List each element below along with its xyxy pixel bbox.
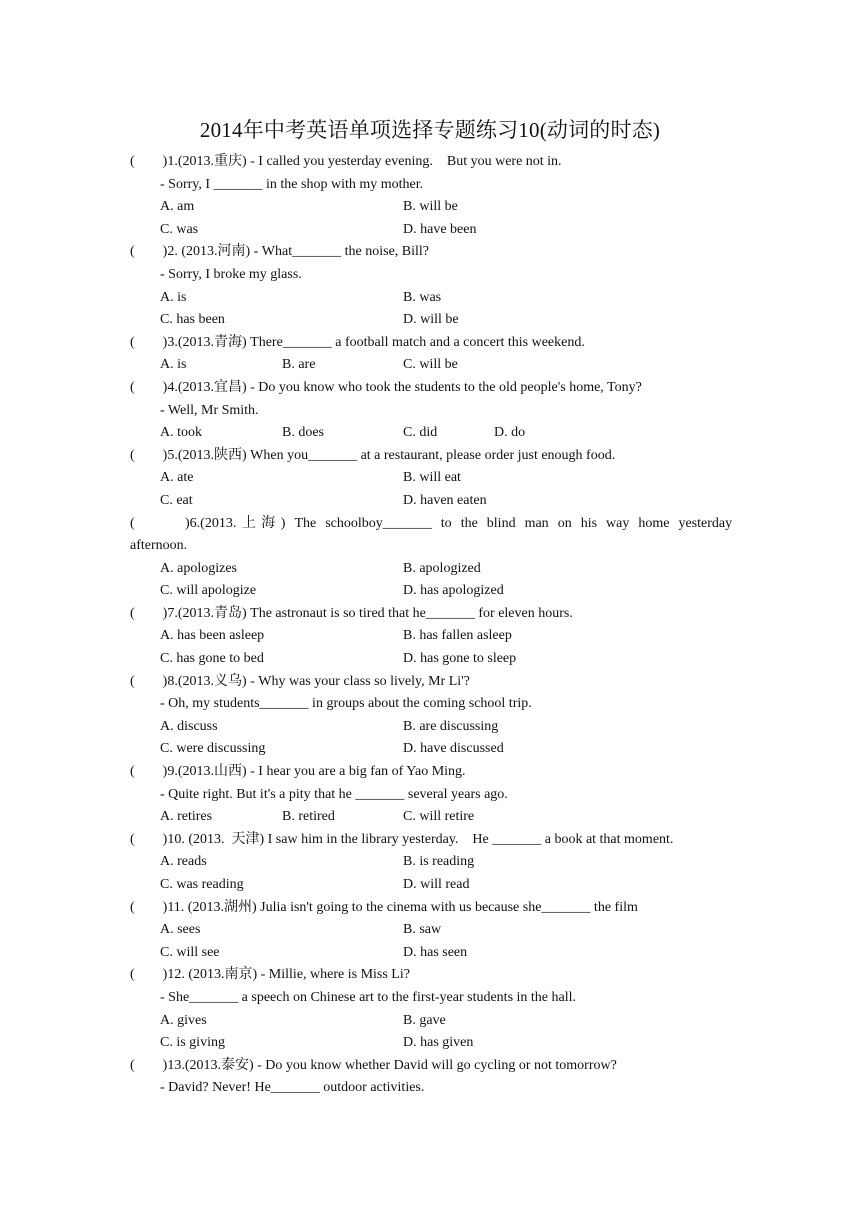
question-item (130, 671, 732, 761)
answer-option[interactable]: C. will see (160, 944, 220, 960)
stem-word: )6.(2013.上海) (185, 515, 286, 531)
stem-word: way (606, 515, 630, 531)
answer-option[interactable]: D. has given (403, 1035, 474, 1051)
options-row (130, 1032, 732, 1055)
stem-word: ( (130, 515, 135, 531)
page-title: 2014年中考英语单项选择专题练习10(动词的时态) (199, 118, 661, 142)
options-row (130, 287, 732, 310)
answer-option[interactable]: D. have been (403, 221, 477, 237)
stem-word: schoolboy_______ (325, 515, 432, 531)
dialogue-line: - Oh, my students_______ in groups about the coming school trip. (160, 696, 532, 712)
stem-word: The (294, 515, 317, 531)
question-stem: ( )7.(2013.青岛) The astronaut is so tired that he_______ for eleven hours. (130, 605, 573, 621)
options-row (130, 309, 732, 332)
answer-option[interactable]: A. reads (160, 854, 207, 870)
answer-option[interactable]: B. will eat (403, 470, 461, 486)
answer-option[interactable]: B. gave (403, 1012, 446, 1028)
answer-option[interactable]: D. has seen (403, 944, 468, 960)
answer-option[interactable]: A. discuss (160, 718, 218, 734)
answer-option[interactable]: B. will be (403, 199, 458, 215)
question-list (130, 151, 732, 1100)
question-stem: ( )5.(2013.陕西) When you_______ at a restaurant, please order just enough food. (130, 447, 616, 463)
options-row (130, 851, 732, 874)
answer-option[interactable]: B. retired (282, 809, 335, 825)
question-stem: ( )10. (2013. 天津) I saw him in the library yesterday. He _______ a book at that moment. (130, 831, 674, 847)
question-stem: ( )13.(2013.泰安) - Do you know whether David will go cycling or not tomorrow? (130, 1057, 617, 1073)
options-row (130, 1010, 732, 1033)
answer-option[interactable]: C. is giving (160, 1035, 225, 1051)
options-row (130, 806, 732, 829)
options-row (130, 580, 732, 603)
answer-option[interactable]: D. do (494, 425, 526, 441)
answer-option[interactable]: D. has apologized (403, 583, 504, 599)
answer-option[interactable]: B. apologized (403, 560, 481, 576)
question-stem: ( )2. (2013.河南) - What_______ the noise, Bill? (130, 244, 430, 260)
dialogue-line: - Sorry, I broke my glass. (160, 266, 302, 282)
answer-option[interactable]: A. took (160, 425, 202, 441)
options-row (130, 354, 732, 377)
question-item (130, 241, 732, 331)
question-stem: ( )11. (2013.湖州) Julia isn't going to the cinema with us because she_______ the film (130, 899, 638, 915)
answer-option[interactable]: B. was (403, 289, 442, 305)
options-row (130, 625, 732, 648)
answer-option[interactable]: B. saw (403, 922, 442, 938)
answer-option[interactable]: A. is (160, 357, 187, 373)
stem-word: yesterday (678, 515, 733, 531)
stem-word: his (580, 515, 598, 531)
answer-option[interactable]: B. is reading (403, 854, 475, 870)
answer-option[interactable]: B. are discussing (403, 718, 499, 734)
options-row (130, 196, 732, 219)
answer-option[interactable]: D. have discussed (403, 741, 504, 757)
answer-option[interactable]: C. was reading (160, 877, 244, 892)
answer-option[interactable]: B. has fallen asleep (403, 628, 512, 644)
options-row (130, 942, 732, 965)
answer-option[interactable]: A. am (160, 199, 195, 215)
stem-word: on (557, 515, 572, 531)
answer-option[interactable]: C. eat (160, 492, 193, 508)
stem-word: home (638, 515, 670, 531)
question-item (130, 964, 732, 1054)
question-item (130, 377, 732, 445)
question-item (130, 151, 732, 241)
options-row (130, 919, 732, 942)
answer-option[interactable]: A. is (160, 289, 187, 305)
answer-option[interactable]: C. will retire (403, 809, 475, 825)
answer-option[interactable]: C. has been (160, 312, 225, 328)
question-item (130, 603, 732, 671)
stem-word: to (440, 515, 452, 531)
question-stem: ( )3.(2013.青海) There_______ a football match and a concert this weekend. (130, 334, 585, 350)
dialogue-line: - Quite right. But it's a pity that he _______ several years ago. (160, 786, 508, 802)
answer-option[interactable]: A. sees (160, 922, 201, 938)
options-row (130, 648, 732, 671)
answer-option[interactable]: B. are (282, 357, 316, 373)
options-row (130, 874, 732, 897)
answer-option[interactable]: D. will be (403, 312, 459, 328)
answer-option[interactable]: B. does (282, 425, 324, 441)
question-stem: ( )12. (2013.南京) - Millie, where is Miss Li? (130, 967, 410, 983)
answer-option[interactable]: C. was (160, 221, 199, 237)
stem-word: blind (486, 515, 516, 531)
answer-option[interactable]: D. will read (403, 877, 470, 892)
answer-option[interactable]: C. were discussing (160, 741, 266, 757)
options-row (130, 738, 732, 761)
question-stem-continued: afternoon. (130, 538, 188, 554)
dialogue-line: - Well, Mr Smith. (160, 402, 259, 418)
options-row (130, 467, 732, 490)
question-item (130, 829, 732, 897)
dialogue-line: - She_______ a speech on Chinese art to the first-year students in the hall. (160, 989, 577, 1005)
answer-option[interactable]: C. will apologize (160, 583, 257, 599)
answer-option[interactable]: D. has gone to sleep (403, 651, 517, 667)
question-item (130, 332, 732, 377)
answer-option[interactable]: C. will be (403, 357, 458, 373)
answer-option[interactable]: D. haven eaten (403, 492, 487, 508)
stem-word: the (460, 515, 478, 531)
question-stem (130, 513, 732, 536)
options-row (130, 558, 732, 581)
answer-option[interactable]: A. apologizes (160, 560, 237, 576)
options-row (130, 422, 732, 445)
question-stem: ( )9.(2013.山西) - I hear you are a big fan of Yao Ming. (130, 764, 466, 780)
question-stem: ( )1.(2013.重庆) - I called you yesterday evening. But you were not in. (130, 154, 562, 169)
answer-option[interactable]: A. has been asleep (160, 628, 265, 644)
answer-option[interactable]: C. has gone to bed (160, 651, 264, 667)
question-item (130, 445, 732, 513)
question-item (130, 897, 732, 965)
dialogue-line: - David? Never! He_______ outdoor activities. (160, 1080, 425, 1096)
stem-word: man (524, 515, 549, 531)
question-item (130, 513, 732, 603)
options-row (130, 490, 732, 513)
answer-option[interactable]: A. retires (160, 809, 213, 825)
answer-option[interactable]: A. gives (160, 1012, 207, 1028)
options-row (130, 716, 732, 739)
question-stem: ( )4.(2013.宜昌) - Do you know who took the students to the old people's home, Tony? (130, 379, 642, 395)
answer-option[interactable]: C. did (403, 425, 438, 441)
options-row (130, 219, 732, 242)
question-stem: ( )8.(2013.义乌) - Why was your class so lively, Mr Li'? (130, 673, 470, 689)
dialogue-line: - Sorry, I _______ in the shop with my mother. (160, 176, 424, 192)
question-item (130, 1055, 732, 1100)
answer-option[interactable]: A. ate (160, 470, 194, 486)
question-item (130, 761, 732, 829)
